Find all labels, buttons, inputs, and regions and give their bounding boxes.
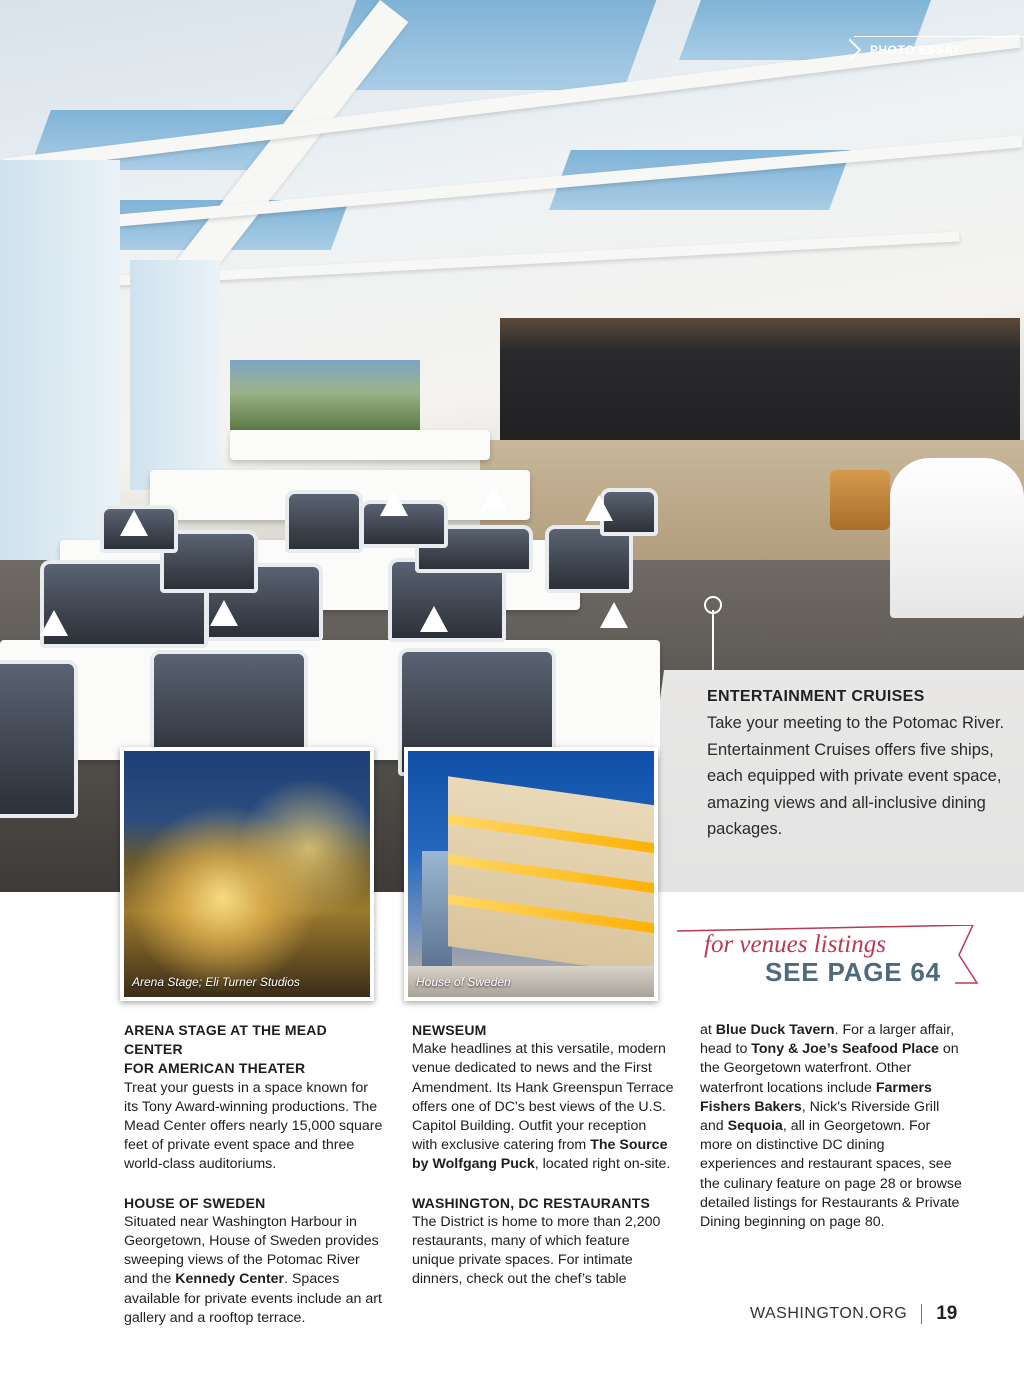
section-tag-rule (854, 36, 1024, 37)
wolfgang-puck-name: The Source by Wolfgang Puck (412, 1137, 668, 1173)
house-of-sweden-heading: HOUSE OF SWEDEN (124, 1194, 266, 1211)
dc-restaurants-continued (700, 1021, 962, 1232)
farmers-fishers-bakers-name: Farmers Fishers Bakers (700, 1079, 932, 1115)
newseum-text-b: , located right on-site. (534, 1156, 671, 1173)
napkin (210, 600, 238, 626)
photo-credit: Arena Stage; Eli Turner Studios (132, 975, 300, 989)
photo-credit: House of Sweden (416, 975, 511, 989)
dining-table (230, 430, 490, 460)
cont-text-2: . For a larger affair, head to (700, 1022, 955, 1058)
arena-stage-body: Treat your guests in a space known for its Tony Award-winning productions. The Mead Center offers nearly 15,000 square feet of private event space and three world-class auditoriums. (124, 1079, 383, 1173)
dc-restaurants-heading: WASHINGTON, DC RESTAURANTS (412, 1194, 651, 1211)
dc-restaurants-body: The District is home to more than 2,200 restaurants, many of which feature unique private spaces. For intimate dinners, check out the chef’s table (412, 1213, 661, 1288)
venues-listings-label: for venues listings (704, 931, 886, 958)
napkin (585, 495, 613, 521)
footer-divider (921, 1304, 922, 1324)
section-tag (840, 36, 1024, 64)
cocktail-table (890, 458, 1024, 618)
newseum-heading: NEWSEUM (412, 1022, 487, 1038)
house-of-sweden-text-a: Situated near Washington Harbour in Georgetown, House of Sweden provides sweeping views of the Potomac River and the (124, 1213, 379, 1288)
chair (0, 660, 78, 818)
text-column-1 (124, 1021, 386, 1347)
napkin (600, 602, 628, 628)
hero-caption (664, 670, 1024, 892)
page-number: 19 (936, 1303, 958, 1324)
window-wall (130, 260, 220, 490)
page-footer (750, 1302, 957, 1326)
arena-stage-heading-line1: ARENA STAGE AT THE MEAD CENTER (124, 1022, 327, 1058)
cont-text-5: , all in Georgetown. For more on distinctive DC dining experiences and restaurant spaces, see the culinary feature on page 28 or browse detailed listings for Restaurants & Private Dining beginning on page 80. (700, 1118, 962, 1231)
text-column-3 (700, 1021, 962, 1251)
footer-site: WASHINGTON.ORG (750, 1305, 908, 1322)
bar-counter (500, 318, 1020, 448)
house-of-sweden-text-b: . Spaces available for private events include an art gallery and a rooftop terrace. (124, 1271, 382, 1326)
blue-duck-tavern-name: Blue Duck Tavern (715, 1022, 835, 1038)
dining-table (0, 640, 660, 760)
hero-caption-title: ENTERTAINMENT CRUISES (707, 688, 925, 705)
arena-stage-heading-line2: FOR AMERICAN THEATER (124, 1060, 306, 1077)
kennedy-center-name: Kennedy Center (175, 1271, 285, 1288)
napkin (120, 510, 148, 536)
newseum-text-a: Make headlines at this versatile, modern venue dedicated to news and the First Amendment. Its Hank Greenspun Terrace offers one of DC's best views of the U.S. Capitol Building. Outfit your reception with exclusive catering from (412, 1041, 674, 1154)
tony-and-joes-name: Tony & Joe’s Seafood Place (751, 1041, 939, 1058)
sequoia-name: Sequoia (727, 1118, 783, 1135)
napkin (420, 606, 448, 632)
napkin (380, 490, 408, 516)
cont-text-4: , Nick's Riverside Grill and (700, 1098, 940, 1135)
chair (285, 490, 363, 553)
section-tag-label: PHOTO ESSAY (870, 43, 961, 57)
inset-photo-house-of-sweden (404, 747, 658, 1001)
arena-stage-heading (124, 1021, 386, 1079)
window-view-trees (230, 360, 420, 430)
inset-photo-arena-stage (120, 747, 374, 1001)
cont-text-1: at (700, 1022, 716, 1038)
pin-marker-icon (704, 596, 722, 614)
text-column-2 (412, 1021, 674, 1309)
pin-marker-line (712, 610, 714, 670)
chevron-right-icon (839, 39, 862, 62)
cont-text-3: on the Georgetown waterfront. Other waterfront locations include (700, 1041, 959, 1096)
napkin (40, 610, 68, 636)
bar-stool (830, 470, 890, 530)
hero-caption-body: Take your meeting to the Potomac River. Entertainment Cruises offers five ships, each equipped with private event space, amazing views and all-inclusive dining packages. (707, 714, 1005, 838)
napkin (480, 485, 508, 511)
see-page-label: SEE PAGE 64 (765, 957, 941, 987)
house-of-sweden-body (124, 1213, 386, 1328)
newseum-body (412, 1040, 674, 1174)
venues-listings-callout (655, 925, 985, 985)
